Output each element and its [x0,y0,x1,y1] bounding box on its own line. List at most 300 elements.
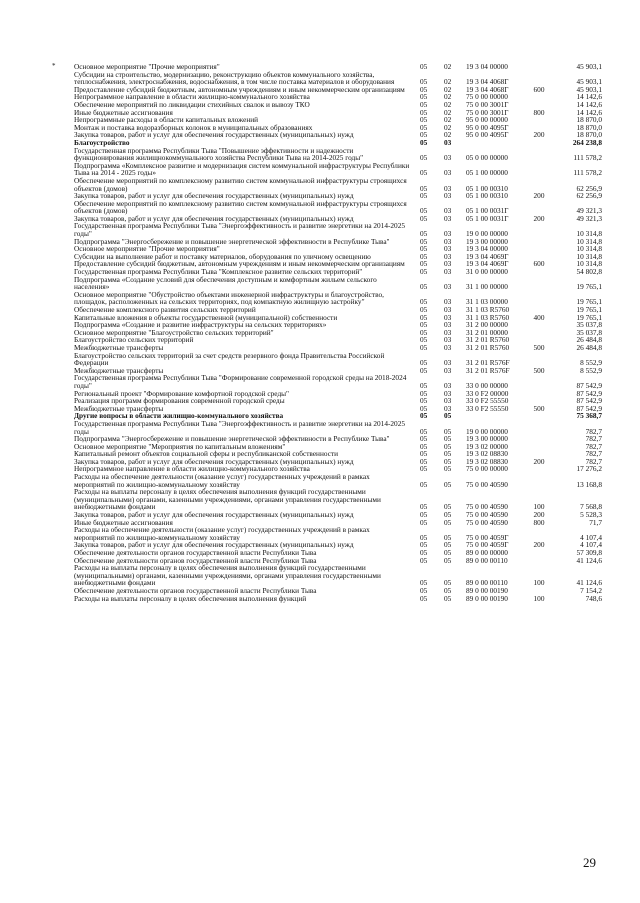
row-target-code: 19 3 04 4068Г [466,84,509,94]
row-section: 05 [420,342,428,352]
row-amount: 35 037,8 [576,327,602,337]
row-name: Государственная программа Республики Тыва "Повышение эффективности и надежности функционирования жилищнокоммунального хозяйства Республики Тыва на 2014-2025 годы" [74,145,364,163]
row-target-code: 31 2 01 R576F [466,365,510,375]
row-expense-type [528,549,550,557]
row-expense-type [528,291,550,306]
row-section: 05 [420,183,428,193]
row-target-code: 75 0 00 40590 [466,502,508,512]
row-subsection: 03 [444,191,452,201]
row-amount: 45 903,1 [576,84,602,94]
row-section: 05 [420,84,428,94]
row-amount: 13 168,8 [576,479,602,489]
row-subsection: 03 [444,335,452,345]
row-name: Основное мероприятие "Прочие мероприятия" [74,244,220,254]
row-section: 05 [420,411,428,421]
row-amount: 782,7 [585,456,602,466]
row-target-code: 05 1 00 00000 [466,168,508,178]
row-target-code: 75 0 00 00000 [466,464,508,474]
row-expense-type [528,557,550,565]
row-expense-type [528,443,550,451]
row-name: Закупка товаров, работ и услуг для обеспечения государственных (муниципальных) нужд [74,540,354,550]
row-name: Обеспечение комплексного развития сельских территорий [74,305,256,314]
row-section: 05 [420,540,428,550]
row-name: Подпрограмма «Комплексное развитие и модернизация систем коммунальной инфраструктуры Республики Тыва на 2014 - 2025 годы» [74,160,410,178]
row-subsection: 02 [444,130,452,140]
row-amount: 8 552,9 [580,365,602,375]
row-section: 05 [420,426,428,436]
row-expense-type [528,71,550,86]
row-target-code: 31 1 00 00000 [466,282,508,292]
row-subsection: 05 [444,548,452,557]
row-expense-type [528,147,550,162]
row-name: Государственная программа Республики Тыва "Энергоэффективность и развитие энергетики на 2014-2025 годы [74,418,406,436]
row-expense-type: 800 [533,107,545,117]
row-expense-type: 200 [533,213,545,223]
row-section: 05 [420,320,428,330]
row-section: 05 [420,312,428,322]
row-section: 05 [420,532,428,542]
row-target-code: 75 0 00 3001Г [466,99,509,109]
row-section: 05 [420,456,428,466]
row-name: Основное мероприятие "Мероприятия по капитальным вложениям" [74,441,286,451]
row-target-code: 75 0 00 4059Г [466,540,509,550]
row-amount: 18 870,0 [576,115,602,125]
row-amount: 14 142,6 [576,107,602,117]
row-amount: 17 276,2 [576,464,602,474]
row-target-code: 19 3 04 00000 [466,62,508,71]
row-name: Капитальный ремонт объектов социальной сферы и республиканской собственности [74,449,339,459]
row-amount: 35 037,8 [576,320,602,330]
row-subsection: 02 [444,62,452,71]
row-expense-type: 500 [533,365,545,375]
row-subsection: 03 [444,297,452,307]
row-expense-type: 100 [533,502,545,512]
row-amount: 18 870,0 [576,122,602,132]
row-section: 05 [420,137,428,147]
budget-table-body [74,63,602,602]
row-expense-type [528,63,550,71]
row-target-code: 19 3 02 08830 [466,456,508,466]
row-section: 05 [420,229,428,239]
table-row [74,488,602,511]
table-row [74,131,602,139]
row-subsection: 03 [444,168,452,178]
row-target-code: 19 0 00 00000 [466,426,508,436]
row-subsection: 05 [444,449,452,459]
row-subsection: 05 [444,578,452,588]
row-subsection: 05 [444,411,452,421]
table-row [74,222,602,237]
row-subsection: 02 [444,77,452,87]
row-name: Субсидии на выполнение работ и поставку материалов, оборудования по уличному освещению [74,251,371,261]
row-target-code: 19 3 02 08830 [466,449,508,459]
row-name: Обеспечение мероприятий по ликвидации стихийных свалок и вывозу ТКО [74,99,310,109]
row-expense-type: 200 [533,540,545,550]
row-section: 05 [420,510,428,520]
row-section: 05 [420,191,428,201]
row-name: Монтаж и поставка водоразборных колонок в муниципальных образованиях [74,122,313,132]
row-amount: 5 528,3 [580,510,602,520]
row-section: 05 [420,434,428,444]
row-name: Государственная программа Республики Тыва "Формирование современной городской среды на 2018-2024 годы" [74,373,407,390]
row-expense-type: 200 [533,456,545,466]
row-expense-type: 200 [533,510,545,520]
table-row [74,526,602,541]
row-expense-type [528,352,550,367]
row-expense-type [528,162,550,177]
row-subsection: 05 [444,426,452,436]
row-name: Обеспечение деятельности органов государственной власти Республики Тыва [74,548,317,557]
row-subsection: 05 [444,434,452,444]
row-target-code: 05 0 00 00000 [466,153,508,163]
row-target-code: 19 3 02 00000 [466,441,508,451]
row-expense-type: 400 [533,312,545,322]
row-amount: 19 765,1 [576,305,602,314]
row-amount: 10 314,8 [576,259,602,269]
row-expense-type: 500 [533,403,545,413]
row-name: Иные бюджетные ассигнования [74,517,173,527]
row-name: Закупка товаров, работ и услуг для обеспечения государственных (муниципальных) нужд [74,213,354,223]
row-target-code: 75 0 00 40590 [466,479,508,489]
row-section: 05 [420,585,428,595]
page-number: 29 [583,855,596,870]
row-name: Благоустройство сельских территорий за счет средств резервного фонда Правительства Российской Федерации [74,350,385,368]
row-expense-type [528,276,550,291]
row-amount: 782,7 [585,449,602,459]
row-target-code: 89 0 00 00110 [466,578,508,588]
row-amount: 264 238,8 [572,137,602,147]
row-expense-type: 100 [533,578,545,588]
row-expense-type: 800 [533,517,545,527]
row-subsection: 02 [444,115,452,125]
row-name: Основное мероприятие "Прочие мероприятия" [74,62,220,71]
row-expense-type [528,245,550,253]
row-section: 05 [420,244,428,254]
row-section: 05 [420,388,428,398]
row-section: 05 [420,517,428,527]
row-section: 05 [420,335,428,345]
budget-table-page [74,62,602,603]
row-target-code: 33 0 00 00000 [466,380,508,390]
row-subsection: 03 [444,380,452,390]
row-section: 05 [420,62,428,71]
row-name: Благоустройство сельских территорий [74,335,194,345]
row-section: 05 [420,267,428,277]
row-target-code: 19 3 04 4069Г [466,259,509,269]
row-subsection: 03 [444,327,452,337]
row-section: 05 [420,365,428,375]
row-amount: 7 154,2 [580,585,602,595]
row-amount: 41 124,6 [576,555,602,565]
row-subsection: 03 [444,183,452,193]
row-name: Закупка товаров, работ и услуг для обеспечения государственных (муниципальных) нужд [74,456,354,466]
row-amount: 87 542,9 [576,380,602,390]
row-expense-type [528,412,550,420]
row-section: 05 [420,236,428,246]
row-expense-type [528,238,550,246]
row-section: 05 [420,115,428,125]
table-row [74,147,602,162]
row-name: Закупка товаров, работ и услуг для обеспечения государственных (муниципальных) нужд [74,510,354,520]
row-name: Предоставление субсидий бюджетным, автономным учреждениям и иным некоммерческим организациям [74,259,405,269]
table-row [74,564,602,587]
row-subsection: 05 [444,502,452,512]
row-subsection: 03 [444,213,452,223]
row-amount: 782,7 [585,434,602,444]
table-row [74,352,602,367]
row-name: Закупка товаров, работ и услуг для обеспечения государственных (муниципальных) нужд [74,130,354,140]
row-section: 05 [420,99,428,109]
row-target-code: 95 0 00 4095Г [466,122,509,132]
row-name: Подпрограмма "Энергосбережение и повышение энергетической эффективности в Республике Тыва" [74,236,390,246]
row-amount: 87 542,9 [576,396,602,406]
row-subsection: 05 [444,464,452,474]
row-amount: 26 484,8 [576,342,602,352]
row-target-code: 75 0 00 3001Г [466,107,509,117]
row-target-code: 31 1 03 00000 [466,297,508,307]
row-name: Обеспечение мероприятий по комплексному развитию систем коммунальной инфраструктуры строящихся объектов (домов) [74,198,407,216]
row-target-code: 31 2 01 R5760 [466,342,510,352]
row-name: Подпрограмма "Энергосбережение и повышение энергетической эффективности в Республике Тыва" [74,434,390,444]
row-target-code: 89 0 00 00110 [466,555,508,565]
row-target-code: 05 1 00 00310 [466,191,508,201]
row-target-code: 75 0 00 40590 [466,510,508,520]
row-expense-type [528,374,550,389]
row-name: Расходы на обеспечение деятельности (оказание услуг) государственных учреждений в рамках мероприятий по жилищно-коммунальному хозяйству [74,525,370,542]
row-amount: 10 314,8 [576,251,602,261]
row-target-code [466,412,528,420]
row-section: 05 [420,441,428,451]
row-name: Межбюджетные трансферты [74,403,164,413]
row-subsection: 05 [444,593,452,603]
row-target-code: 05 1 00 0031Г [466,213,509,223]
row-target-code: 75 0 00 00000 [466,92,508,102]
row-name: Закупка товаров, работ и услуг для обеспечения государственных (муниципальных) нужд [74,191,354,201]
row-section: 05 [420,396,428,406]
budget-table [74,63,602,602]
row-name: Подпрограмма «Создание и развитие инфраструктуры на сельских территориях» [74,320,327,330]
row-subsection: 03 [444,312,452,322]
row-subsection: 02 [444,92,452,102]
row-name: Субсидии на строительство, модернизацию, реконструкцию объектов коммунального хозяйства, теплоснабжения, электроснабжения, водоснабжения, в том числе поставка материалов и оборудования [74,69,395,87]
row-amount: 111 578,2 [573,168,602,178]
row-section: 05 [420,464,428,474]
row-subsection: 03 [444,137,452,147]
row-name: Основное мероприятие "Благоустройство сельских территорий" [74,327,274,337]
row-section: 05 [420,130,428,140]
table-row [74,71,602,86]
table-row [74,276,602,291]
row-amount: 26 484,8 [576,335,602,345]
row-subsection: 03 [444,244,452,254]
row-expense-type [528,329,550,337]
table-row [74,177,602,192]
row-section: 05 [420,548,428,557]
row-expense-type [528,420,550,435]
row-amount: 4 107,4 [580,540,602,550]
table-row [74,162,602,177]
row-section: 05 [420,206,428,216]
row-subsection: 02 [444,99,452,109]
row-amount: 19 765,1 [576,312,602,322]
row-section: 05 [420,502,428,512]
row-amount: 57 309,8 [576,548,602,557]
row-subsection: 03 [444,267,452,277]
row-target-code: 75 0 00 4059Г [466,532,509,542]
row-section: 05 [420,305,428,314]
row-name: Государственная программа Республики Тыва "Энергоэффективность и развитие энергетики на 2014-2025 годы" [74,221,406,239]
row-section: 05 [420,449,428,459]
row-target-code: 89 0 00 00190 [466,593,508,603]
row-subsection: 05 [444,510,452,520]
row-target-code: 31 1 03 R5760 [466,312,510,322]
row-target-code: 19 3 04 00000 [466,244,508,254]
row-expense-type [528,222,550,237]
row-target-code: 31 2 00 00000 [466,320,508,330]
row-name: Основное мероприятие "Обустройство объектами инженерной инфраструктуры и благоустройство, площадок, расположенных на сельских территориях, под компактную жилищную застройку" [74,289,384,307]
row-target-code: 33 0 F2 55550 [466,396,509,406]
row-subsection: 05 [444,585,452,595]
row-amount: 71,7 [589,517,602,527]
table-row [74,200,602,215]
row-expense-type: 200 [533,130,545,140]
row-amount: 18 870,0 [576,130,602,140]
table-row [74,291,602,306]
row-target-code: 95 0 00 4095Г [466,130,509,140]
row-amount: 49 321,3 [576,206,602,216]
row-subsection: 05 [444,517,452,527]
row-subsection: 03 [444,282,452,292]
row-amount: 45 903,1 [576,62,602,71]
row-target-code: 33 0 F2 55550 [466,403,509,413]
row-subsection: 03 [444,358,452,368]
row-subsection: 03 [444,342,452,352]
row-amount: 62 256,9 [576,183,602,193]
row-target-code: 19 3 04 4068Г [466,77,509,87]
row-amount: 54 802,8 [576,267,602,277]
row-name: Государственная программа Республики Тыва "Комплексное развитие сельских территорий" [74,267,363,277]
row-subsection: 05 [444,441,452,451]
row-amount: 62 256,9 [576,191,602,201]
row-expense-type: 600 [533,259,545,269]
row-name: Непрограммное направление в области жилищно-коммунального хозяйства [74,92,310,102]
row-name: Расходы на обеспечение деятельности (оказание услуг) государственных учреждений в рамках мероприятий по жилищно-коммунальному хозяйству [74,472,370,489]
row-name: Предоставление субсидий бюджетным, автономным учреждениям и иным некоммерческим организациям [74,84,405,94]
row-amount: 782,7 [585,441,602,451]
row-subsection: 05 [444,555,452,565]
row-amount: 10 314,8 [576,229,602,239]
row-target-code: 05 1 00 00310 [466,183,508,193]
row-target-code: 95 0 00 00000 [466,115,508,125]
row-name: Непрограммные расходы в области капитальных вложений [74,115,259,125]
row-amount: 10 314,8 [576,236,602,246]
row-subsection: 03 [444,396,452,406]
row-name: Региональный проект "Формирование комфортной городской среды" [74,388,290,398]
row-target-code: 31 1 03 R5760 [466,305,510,314]
row-expense-type [528,139,550,147]
row-amount: 7 568,8 [580,502,602,512]
row-subsection: 03 [444,236,452,246]
row-section: 05 [420,259,428,269]
row-subsection: 03 [444,305,452,314]
row-target-code: 31 2 01 R5760 [466,335,510,345]
row-section: 05 [420,578,428,588]
row-amount: 75 368,7 [576,411,602,421]
row-name: Обеспечение деятельности органов государственной власти Республики Тыва [74,585,317,595]
row-expense-type [528,93,550,101]
row-subsection: 03 [444,403,452,413]
row-expense-type: 200 [533,191,545,201]
row-amount: 49 321,3 [576,213,602,223]
row-subsection: 02 [444,107,452,117]
row-amount: 19 765,1 [576,282,602,292]
table-row [74,473,602,488]
row-name: Благоустройство [74,137,130,147]
row-section: 05 [420,593,428,603]
row-section: 05 [420,168,428,178]
row-amount: 14 142,6 [576,99,602,109]
row-expense-type [528,390,550,398]
row-target-code: 19 3 00 00000 [466,236,508,246]
row-expense-type [528,116,550,124]
row-name: Обеспечение мероприятий по комплексному развитию систем коммунальной инфраструктуры строящихся объектов (домов) [74,175,407,193]
row-name: Межбюджетные трансферты [74,365,164,375]
row-section: 05 [420,77,428,87]
row-name: Подпрограмма «Создание условий для обеспечения доступным и комфортным жильем сельского населения» [74,274,377,292]
row-section: 05 [420,358,428,368]
margin-mark: * [52,62,56,70]
row-name: Обеспечение деятельности органов государственной власти Республики Тыва [74,555,317,565]
row-target-code: 89 0 00 00000 [466,548,508,557]
row-amount: 8 552,9 [580,358,602,368]
row-target-code: 89 0 00 00190 [466,585,508,595]
row-name: Расходы на выплаты персоналу в целях обеспечения выполнения функций государственными (муниципальными) органами, казенными учреждениями, органами управления государственными внебюджетными фондами [74,487,381,512]
row-expense-type [528,177,550,192]
row-target-code: 31 0 00 00000 [466,267,508,277]
row-subsection: 03 [444,206,452,216]
row-section: 05 [420,380,428,390]
row-expense-type: 100 [533,593,545,603]
row-section: 05 [420,122,428,132]
row-name: Капитальные вложения в объекты государственной (муниципальной) собственности [74,312,338,322]
row-subsection: 05 [444,456,452,466]
row-target-code: 31 2 01 R576F [466,358,510,368]
row-expense-type [528,268,550,276]
row-amount: 748,6 [585,593,602,603]
row-subsection: 03 [444,320,452,330]
row-target-code: 33 0 F2 00000 [466,388,509,398]
row-amount: 87 542,9 [576,388,602,398]
row-subsection: 02 [444,84,452,94]
row-name: Расходы на выплаты персоналу в целях обеспечения выполнения функций государственными (муниципальными) органами, казенными учреждениями, органами управления государственными внебюджетными фондами [74,563,381,588]
row-name: Межбюджетные трансферты [74,342,164,352]
row-expense-type [528,526,550,541]
row-subsection: 03 [444,259,452,269]
row-subsection: 02 [444,122,452,132]
row-expense-type [528,465,550,473]
row-section: 05 [420,327,428,337]
row-section: 05 [420,297,428,307]
row-target-code: 31 2 01 00000 [466,327,508,337]
row-name: Реализация программ формирования современной городской среды [74,396,285,406]
row-name: Иные бюджетные ассигнования [74,107,173,117]
row-section: 05 [420,403,428,413]
row-section: 05 [420,479,428,489]
row-name: Другие вопросы в области жилищно-коммунального хозяйства [74,411,284,421]
row-name: Расходы на выплаты персоналу в целях обеспечения выполнения функций [74,593,307,603]
row-amount: 111 578,2 [573,153,602,163]
row-subsection: 03 [444,365,452,375]
